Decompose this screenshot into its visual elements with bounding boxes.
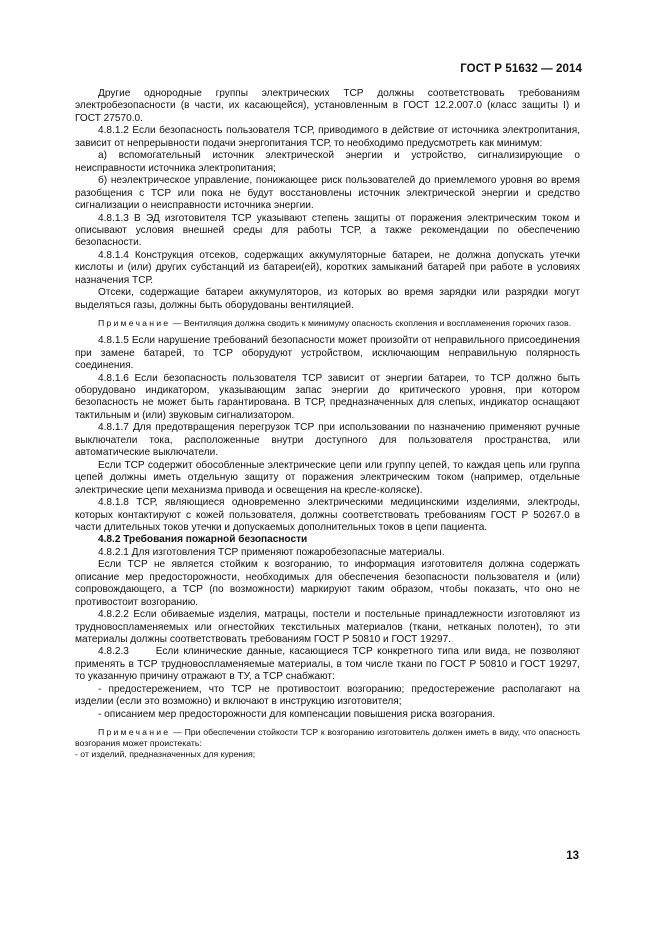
paragraph: 4.8.1.8 ТСР, являющиеся одновременно электрическими медицинскими изделиями, электроды, которых контактируют с кожей пользователя, должны соответствовать требованиям ГОСТ Р 50267.0 в части длительных токов утечки и допускаемых дополнительных токов в цепи пациента.	[75, 497, 580, 533]
paragraph: 4.8.1.3 В ЭД изготовителя ТСР указывают степень защиты от поражения электрическим током и описывают условия внешней среды для работы ТСР, а также рекомендации по обеспечению безопасности.	[75, 212, 580, 249]
paragraph: 4.8.1.5 Если нарушение требований безопасности может произойти от неправильного присоединения при замене батарей, то ТСР оборудуют устройством, исключающим неправильную полярность соединения.	[75, 335, 580, 372]
note-label: Примечание	[98, 318, 171, 329]
paragraph: а) вспомогательный источник электрической энергии и устройство, сигнализирующие о неисправности источника электропитания;	[75, 150, 580, 174]
paragraph: 4.8.2.2 Если обиваемые изделия, матрацы, постели и постельные принадлежности изготовляют из трудновоспламеняемых или огнестойких текстильных материалов (ткани, нетканых полотен), то эти материалы должны соответствовать требованиям ГОСТ Р 50810 и ГОСТ 19297.	[75, 609, 580, 646]
note-list-item: - от изделий, предназначенных для курения;	[75, 749, 256, 760]
page-number: 13	[566, 850, 579, 862]
paragraph: 4.8.1.7 Для предотвращения перегрузок ТСР при использовании по назначению применяют ручные выключатели тока, расположенные внутри доступного для пользователя пространства, или автоматические выключатели.	[75, 422, 580, 459]
paragraph: Другие однородные группы электрических ТСР должны соответствовать требованиям электробезопасности (в части, их касающейся), установленным в ГОСТ 12.2.007.0 (класс защиты I) и ГОСТ 27570.0.	[75, 88, 580, 124]
note-2	[75, 727, 580, 749]
paragraph: 4.8.2.3 Если клинические данные, касающиеся ТСР конкретного типа или вида, не позволяют применять в ТСР трудновоспламеняемые материалы, в том числе ткани по ГОСТ Р 50810 и ГОСТ 19297, то указанную причину отражают в ТУ, а ТСР снабжают:	[75, 646, 583, 683]
section-heading: 4.8.2 Требования пожарной безопасности	[98, 534, 308, 546]
paragraph: 4.8.1.2 Если безопасность пользователя ТСР, приводимого в действие от источника электропитания, зависит от непрерывности подачи энергопитания ТСР, то необходимо предусмотреть как минимум:	[75, 125, 580, 149]
note-1	[75, 318, 580, 329]
note-text: — При обеспечении стойкости ТСР к возгоранию изготовитель должен иметь в виду, что опасность возгорания может проистекать:	[75, 727, 580, 749]
paragraph: 4.8.2.1 Для изготовления ТСР применяют пожаробезопасные материалы.	[98, 546, 445, 558]
paragraph: 4.8.1.6 Если безопасность пользователя ТСР зависит от энергии батареи, то ТСР должно быть оборудовано индикатором, указывающим запас энергии до критического уровня, при котором безопасность не может быть гарантирована. В ТСР, предназначенных для слепых, индикатор оснащают тактильным и (или) звуковым сигнализатором.	[75, 372, 580, 421]
paragraph: - описанием мер предосторожности для компенсации повышения риска возгорания.	[98, 708, 496, 720]
paragraph: Если ТСР содержит обособленные электрические цепи или группу цепей, то каждая цепь или группа цепей должны иметь отдельную защиту от поражения электрическим током (например, отдельные электрические цепи механизма привода и освещения на кресле-коляске).	[75, 459, 580, 496]
paragraph: - предостережением, что ТСР не противостоит возгоранию; предостережение располагают на изделии (если это возможно) и включают в инструкцию изготовителя;	[75, 683, 580, 708]
document-body	[75, 88, 583, 760]
paragraph: б) неэлектрическое управление, понижающее риск пользователей до приемлемого уровня во время разобщения с ТСР или пока не будут восстановлены источник электрической энергии и средство сигнализации о неисправности источника энергии.	[75, 175, 580, 212]
paragraph: 4.8.1.4 Конструкция отсеков, содержащих аккумуляторные батареи, не должна допускать утечки кислоты и (или) других субстанций из батареи(ей), коротких замыканий батарей при работе в условиях назначения ТСР.	[75, 249, 580, 286]
standard-header: ГОСТ Р 51632 — 2014	[460, 63, 582, 75]
note-label: Примечание	[98, 727, 171, 738]
paragraph: Если ТСР не является стойким к возгоранию, то информация изготовителя должна содержать описание мер предосторожности, необходимых для обеспечения безопасности пользователя и (или) сопровождающего, а ТСР (по возможности) маркируют таким образом, чтобы показать, что оно не противостоит возгоранию.	[75, 559, 580, 608]
paragraph: Отсеки, содержащие батареи аккумуляторов, из которых во время зарядки или разрядки могут выделяться газы, должны быть оборудованы вентиляцией.	[75, 287, 580, 311]
note-text: — Вентиляция должна сводить к минимуму опасность скопления и воспламенения горючих газов.	[172, 318, 571, 329]
